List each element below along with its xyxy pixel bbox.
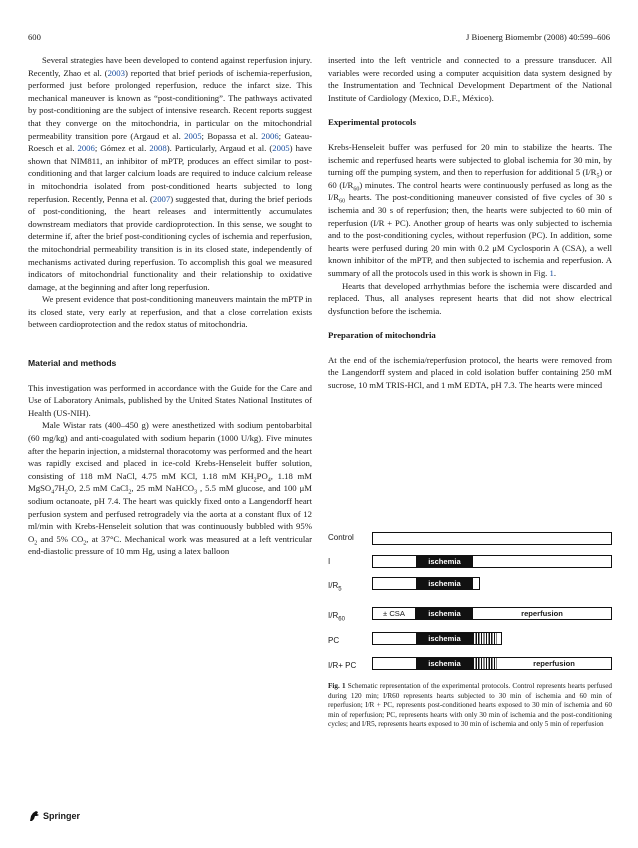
- ref-link[interactable]: 2008: [149, 143, 167, 154]
- ref-link[interactable]: 2005: [272, 143, 290, 154]
- intro-paragraph-2: We present evidence that post-conditioning maneuvers maintain the mPTP in its closed state, very early at reperfusion, and that a close correlation exists between cardioprotection and the redox status of mitochondria.: [28, 294, 312, 330]
- figure-1: [328, 524, 612, 674]
- figure-link[interactable]: 1: [549, 267, 554, 278]
- springer-logo: [28, 810, 80, 822]
- reperfusion-block: reperfusion: [533, 659, 575, 668]
- methods-paragraph-2: Male Wistar rats (400–450 g) were anesthetized with sodium pentobarbital (60 mg/kg) and anti-coagulated with sodium heparin (1000 U/kg). Five minutes after the heparin injection, a midsternal thoracotomy was performed and the heart was rapidly excised and placed in ice-cold Krebs-Henseleit buffer solution, consisting of 118 mM NaCl, 4.75 mM KCl, 1.18 mM $KH_2PO_4$, 1.18 mM $MgSO_47H_2O$, 2.5 mM CaCl$_2$, 25 mM NaHCO$_3$ , 5.5 mM glucose, and 100 μM sodium octanoate, pH 7.4. The heart was quickly fixed onto a Langendorff heart perfusion system and perfused retrogradely via the aorta at a constant flux of 12 ml/min with Krebs-Henseleit solution that was continuously bubbled with 95% $O_2$ and 5% $CO_2$, at 37°C. Mechanical work was measured at a left ventricular end-diastolic pressure of 10 mm Hg, using a latex balloon: [28, 420, 313, 557]
- subsection-title: Experimental protocols: [328, 117, 417, 128]
- protocol-bar-ir5: [372, 577, 612, 590]
- page-number: 600: [28, 32, 41, 42]
- ref-link[interactable]: 2006: [77, 143, 95, 154]
- methods-paragraph-1: This investigation was performed in accordance with the Guide for the Care and Use of Laboratory Animals, published by the United States National Institutes of Health (US-NIH).: [28, 382, 312, 418]
- ischemia-block: ischemia: [416, 556, 473, 567]
- springer-horse-icon: [28, 810, 40, 822]
- subsection-title: Preparation of mitochondria: [328, 330, 436, 341]
- protocol-bar-pc: [372, 632, 612, 645]
- row-label-ir60: $I/R_{60}$: [328, 611, 345, 623]
- row-label-i: I: [328, 557, 331, 566]
- ref-link[interactable]: 2007: [152, 193, 171, 204]
- left-column: [28, 54, 312, 558]
- section-title: Material and methods: [28, 358, 117, 369]
- row-label-control: Control: [328, 533, 354, 542]
- protocol-bar-ir60: [372, 607, 612, 620]
- ref-link[interactable]: 2006: [261, 130, 279, 141]
- publisher-name: Springer: [43, 811, 81, 821]
- running-header: J Bioenerg Biomembr (2008) 40:599–606: [465, 32, 610, 42]
- ischemia-block: ischemia: [416, 578, 473, 589]
- figure-caption: Fig. 1 Schematic representation of the experimental protocols. Control represents hearts perfused during 120 min; I/R60 represents hearts subjected to 30 min of ischemia and 60 min of reperfusion; I/R + PC, represents post-conditioned hearts exposed to 30 min of ischemia and 60 min of reperfusion; PC, represents hearts with only 30 min of ischemia and the post-conditioning cycles; and I/R5, represents hearts exposed to 30 min of ischemia and only 5 min of reperfusion: [328, 682, 613, 729]
- ischemia-block: ischemia: [416, 608, 473, 619]
- ref-link[interactable]: 2005: [184, 130, 202, 141]
- right-column: [328, 54, 612, 392]
- mitochondria-paragraph: At the end of the ischemia/reperfusion protocol, the hearts were removed from the Langendorff system and placed in cold isolation buffer containing 250 mM sucrose, 10 mM TRIS-HCl, and 1 mM EDTA, pH 7.3. The hearts were minced: [328, 354, 612, 391]
- row-label-pc: PC: [328, 636, 340, 645]
- methods-paragraph-3: inserted into the left ventricle and connected to a pressure transducer. All variables were recorded using a computer acquisition data system designed by the Instrumentation and Technical Development Department of the National Institute of Cardiology (Mexico, D.F., México).: [328, 55, 612, 103]
- ref-link[interactable]: 2003: [107, 67, 125, 78]
- reperfusion-block: reperfusion: [521, 609, 563, 618]
- ischemia-block: ischemia: [416, 633, 473, 644]
- protocol-bar-ir-pc: [372, 657, 612, 670]
- intro-paragraph-1: Several strategies have been developed to contend against reperfusion injury. Recently, Zhao et al. (2003) reported that brief periods of ischemia-reperfusion, performed just before prolonged reperfusion, reduce the infarct size. This mechanical maneuver is known as “post-conditioning”. The pathways activated by post-conditioning are the subject of intensive research. Recent reports suggest that they converge on the mitochondria, in particular on the mitochondrial permeability transition pore (Argaud et al. 2005; Bopassa et al. 2006; Gateau-Roesch et al. 2006; Gómez et al. 2008). Particularly, Argaud et al. (2005) have shown that NIM811, an inhibitor of mPTP, produces an effect similar to post-conditioning and that larger calcium loads are required to induce calcium release in mitochondria isolated from post-conditioned hearts subjected to long reperfusion. Recently, Penna et al. (2007) suggested that, during the brief periods of post-conditioning, the heart releases and intermittently accumulates downstream mediators that provide cardioprotection. In this sense, we sought to determine if, after the brief post-conditioning cycles of ischemia and reperfusion, the mitochondrial permeability transition is in its closed state, independently of mechanisms activated during reperfusion. To accomplish this goal we measured indicators of mitochondrial functionality and their relationship to oxidative damage, at the beginning and after long reperfusion.: [28, 55, 312, 292]
- row-label-ir5: $I/R_5$: [328, 581, 342, 593]
- protocols-paragraph-2: Hearts that developed arrhythmias before the ischemia were discarded and replaced. Thus, all analyses represent hearts that did not show electrical dysfunction before the ischemia.: [328, 280, 612, 316]
- protocol-bar-control: [372, 532, 612, 545]
- postconditioning-cycles: [473, 658, 497, 669]
- protocols-paragraph-1: Krebs-Henseleit buffer was perfused for 20 min to stabilize the hearts. The ischemic and reperfused hearts were subjected to global ischemia for 30 min, by turning off the pumping system, and then to reperfusion for additional 5 $(I/R_5)$ or 60 $(I/R_{60})$ minutes. The control hearts were continuously perfused as long as the $I/R_{60}$ hearts. The post-conditioning maneuver consisted of five cycles of 30 s ischemia and 30 s of reperfusion; then, the hearts were subjected to 60 min of reperfusion (I/R + PC). Another group of hearts was only subjected to ischemia and to the post-conditioning cycles, without reperfusion (PC). In addition, some hearts were perfused during 20 min with 0.2 μM Cyclosporin A (CSA), a well known inhibitor of the mPTP, and then subjected to ischemia and reperfusion. A summary of all the protocols used in this work is shown in Fig. 1.: [328, 141, 612, 278]
- postconditioning-cycles: [473, 633, 497, 644]
- protocol-bar-i: [372, 555, 612, 568]
- ischemia-block: ischemia: [416, 658, 473, 669]
- csa-block: ± CSA: [373, 608, 416, 619]
- row-label-ir-pc: I/R+ PC: [328, 661, 357, 670]
